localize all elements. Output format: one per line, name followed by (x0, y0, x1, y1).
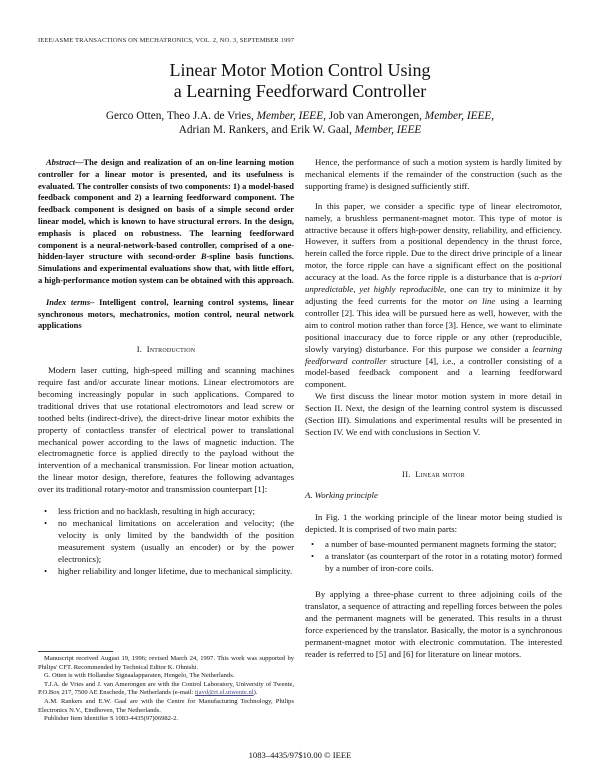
section-heading-introduction: I. Introduction (136, 344, 196, 355)
footnote: Publisher Item Identifier S 1083-4435(97)06982-2. (44, 715, 179, 723)
paper-title (0, 60, 600, 102)
abstract-label: Abstract (46, 157, 76, 167)
list-item: • no mechanical limitations on acceleration and velocity; (the velocity is only limited by the bandwidth of the position measurement system (usually an encoder) or by the power electronics); (44, 517, 294, 564)
email-link[interactable]: tjavd@rt.el.utwente.nl (194, 689, 254, 697)
right-column (305, 157, 562, 661)
right-paragraph-3: We first discuss the linear motor motion system in more detail in Section II. Next, the design of the learning control system is discussed (Section III). Simulations and experimental results will be presented in Section IV. We end with conclusions in Section V. (305, 391, 562, 437)
authors-line-2: Adrian M. Rankers, and Erik W. Gaal, Member, IEEE (178, 124, 422, 137)
three-phase-paragraph: By applying a three-phase current to three adjoining coils of the translator, a sequence of attracting and repelling forces between the poles and the permanent magnets will be generated. This results in a thrust force experienced by the translator. Basically, the motor is a synchronous permanent-magnet motor with electronic commutation. The interested reader is referred to [5] and [6] for literature on linear motors. (305, 589, 562, 659)
section-heading-linear-motor: II. Linear motor (402, 468, 465, 479)
list-item: • less friction and no backlash, resulting in high accuracy; (44, 506, 256, 517)
abstract: Abstract—The design and realization of an on-line learning motion controller for a linear motor is presented, and its usefulness is evaluated. The controller consists of two components: 1) a model-based feedback component and 2) a learning feedforward component. The feedback component is designed on basis of a simple second order linear model, which is known to have structural errors. In the design, emphasis is placed on robustness. The learning feedforward component is a neural-network-based controller, comprised of a one-hidden-layer structure with second-order B-spline basis functions. Simulations and experimental evaluations show that, with little effort, a high-performance motion system can be obtained with this approach. (38, 157, 294, 285)
index-terms-label: Index terms (46, 296, 91, 307)
footnote: A.M. Rankers and E.W. Gaal are with the Centre for Manufacturing Technology, Philips Electronics N.V., Eindhoven, The Netherlands. (38, 697, 294, 714)
subsection-working-principle: A. Working principle (305, 489, 378, 500)
footnote: T.J.A. de Vries and J. van Amerongen are with the Control Laboratory, University of Twente, P.O.Box 217, 7500 AE Enschede, The Netherlands (e-mail: tjavd@rt.el.utwente.nl). (38, 680, 294, 697)
authors-line-1: Gerco Otten, Theo J.A. de Vries, Member, IEEE, Job van Amerongen, Member, IEEE, (105, 110, 495, 122)
left-column (38, 157, 294, 577)
footnotes (38, 655, 294, 724)
copyright-footer: 1083–4435/97$10.00 © IEEE (248, 750, 352, 760)
working-principle-paragraph: In Fig. 1 the working principle of the linear motor being studied is depicted. It is comprised of two main parts: (305, 511, 562, 534)
journal-header: IEEE/ASME TRANSACTIONS ON MECHATRONICS, VOL. 2, NO. 3, SEPTEMBER 1997 (38, 37, 295, 44)
index-terms: Index terms– Intelligent control, learning control systems, linear synchronous motors, mechatronics, motion control, neural network applications (38, 296, 294, 331)
author-list (0, 109, 600, 138)
footnote: Manuscript received August 19, 1996; revised March 24, 1997. This work was supported by Philips' CFT. Recommended by Technical Editor K. Ohnishi. (38, 655, 294, 671)
right-paragraph-1: Hence, the performance of such a motion system is hardly limited by mechanical elements if the remainder of the construction (such as the supporting frame) is designed sufficiently stiff. (305, 157, 562, 191)
advantages-list (38, 506, 294, 577)
motor-parts-list (305, 539, 562, 575)
list-item: • a translator (as counterpart of the rotor in a rotating motor) formed by a number of iron-core coils. (311, 551, 562, 574)
list-item: • a number of base-mounted permanent magnets forming the stator; (311, 539, 557, 550)
title-line-1: Linear Motor Motion Control Using (169, 60, 431, 80)
intro-paragraph: Modern laser cutting, high-speed milling and scanning machines require fast and/or accurate linear motions. Linear electromotors are becoming increasingly popular in such applications. Compared to traditional drives that use rotational electromotors and lead screw or toothed belts (indirect-drive), the direct-drive linear motor exhibits the property of contactless transfer of electrical power to translational mechanical power according to the laws of magnetic induction. The electromagnetic force is applied directly to the payload without the intervention of a mechanical transmission. For linear motion actuation, the linear motor design, therefore, features the following advantages over its traditional rotary-motor and transmission counterpart [1]: (38, 365, 294, 495)
footnote-divider (38, 651, 113, 652)
title-line-2: a Learning Feedforward Controller (173, 81, 427, 101)
list-item: • higher reliability and longer lifetime, due to mechanical simplicity. (44, 565, 293, 576)
footnote: G. Otten is with Hollandse Signaalapparaten, Hengelo, The Netherlands. (44, 672, 235, 680)
right-paragraph-2: In this paper, we consider a specific type of linear electromotor, namely, a brushless permanent-magnet motor. This type of motor is attractive because it offers high-power density, reliability, and efficiency. However, it suffers from a positional dependency in the thrust force, herein called the force ripple. Due to the direct drive principle of a linear motor, the force ripple can have a significant effect on the positional accuracy at the load. As the force ripple is a disturbance that is a-priori unpredictable, yet highly reproducible, one can try to minimize it by adjusting the feed currents for the motor on line using a learning controller [2]. This idea will be pursued here as well, however, with the aim to control motion rather than force [3]. Hence, we want to eliminate positional inaccuracy due to force ripple or any other (reproducible, slowly varying) disturbance. For this purpose we consider a learning feedforward controller structure [4], i.e., a controller consisting of a model-based feedback component and a learning feedforward component. (305, 200, 563, 390)
